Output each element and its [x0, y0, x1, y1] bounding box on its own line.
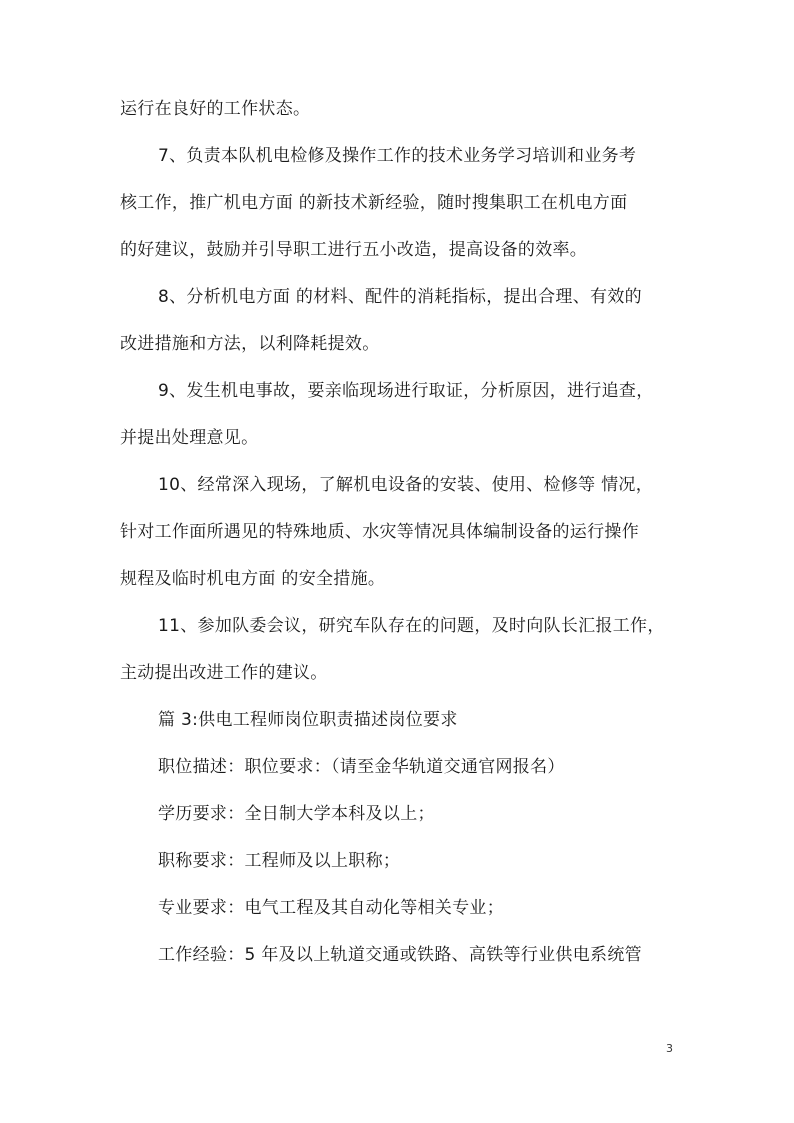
text-line: 运行在良好的工作状态。 [120, 99, 311, 119]
text-line: 学历要求：全日制大学本科及以上； [158, 804, 435, 824]
text-line: 的好建议，鼓励并引导职工进行五小改造，提高设备的效率。 [120, 240, 588, 260]
text-line: 改进措施和方法，以利降耗提效。 [120, 334, 380, 354]
text-line: 职称要求：工程师及以上职称； [158, 851, 401, 871]
section-heading: 篇 3:供电工程师岗位职责描述岗位要求 [158, 710, 458, 730]
page-number: 3 [666, 1042, 673, 1055]
text-line: 规程及临时机电方面 的安全措施。 [120, 569, 386, 589]
text-line: 专业要求：电气工程及其自动化等相关专业； [158, 898, 504, 918]
text-line: 工作经验：5 年及以上轨道交通或铁路、高铁等行业供电系统管 [158, 945, 642, 965]
text-line: 7、负责本队机电检修及操作工作的技术业务学习培训和业务考 [158, 146, 637, 166]
text-line: 9、发生机电事故，要亲临现场进行取证，分析原因，进行追查， [158, 381, 654, 401]
text-line: 8、分析机电方面 的材料、配件的消耗指标，提出合理、有效的 [158, 287, 642, 307]
text-line: 主动提出改进工作的建议。 [120, 663, 328, 683]
document-body [120, 86, 680, 979]
text-line: 11、参加队委会议，研究车队存在的问题，及时向队长汇报工作， [158, 616, 665, 636]
text-line: 职位描述：职位要求：（请至金华轨道交通官网报名） [158, 757, 565, 777]
text-line: 核工作，推广机电方面 的新技术新经验，随时搜集职工在机电方面 [120, 193, 628, 213]
text-line: 针对工作面所遇见的特殊地质、水灾等情况具体编制设备的运行操作 [120, 522, 639, 542]
text-line: 并提出处理意见。 [120, 428, 259, 448]
text-line: 10、经常深入现场，了解机电设备的安装、使用、检修等 情况， [158, 475, 654, 495]
